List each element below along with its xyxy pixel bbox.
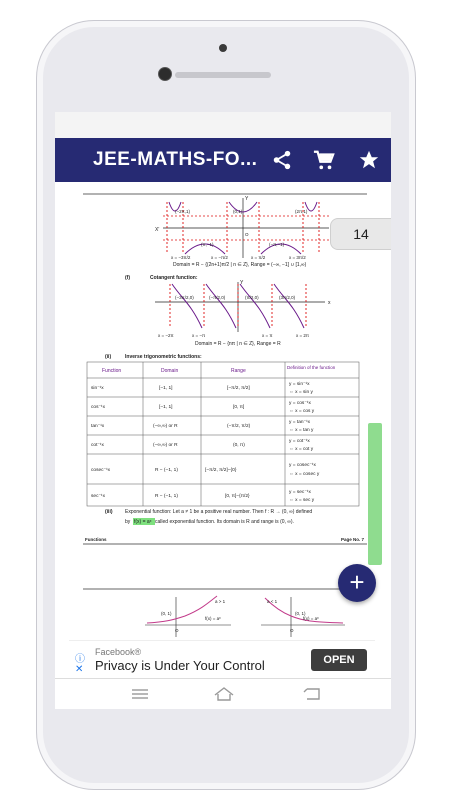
system-nav-bar (55, 678, 391, 709)
add-button[interactable] (338, 564, 376, 602)
page-number-badge (330, 218, 391, 250)
exponential-graph-a-lt-1 (261, 597, 345, 637)
share-icon[interactable] (271, 149, 293, 171)
graph2-label: (π/2,0) (245, 295, 259, 300)
table-cell: ⇔ x = sec y (289, 498, 315, 503)
table-cell: cot⁻¹x (91, 443, 104, 448)
graph1-x-label: x = π/2 (251, 255, 266, 260)
table-cell: y = cosec⁻¹x (289, 463, 316, 468)
home-icon[interactable] (213, 686, 235, 702)
ad-headline: Privacy is Under Your Control (95, 658, 265, 673)
graph2-label: (−3π/2,0) (175, 295, 194, 300)
section-iii-number: (iii) (105, 509, 113, 515)
section-f-title: Cotangent function: (150, 275, 198, 281)
table-cell: ⇔ x = cot y (289, 447, 314, 452)
svg-text:O: O (245, 232, 249, 237)
svg-text:O: O (290, 628, 294, 633)
table-cell: ⇔ x = tan y (289, 428, 314, 433)
star-icon[interactable] (358, 149, 380, 171)
scroll-thumb[interactable] (368, 423, 382, 565)
table-cell: (−π/2, π/2) (227, 424, 251, 429)
page-footer-right: Page No. 7 (341, 537, 365, 542)
back-icon[interactable] (303, 687, 321, 701)
table-cell: y = sin⁻¹x (289, 382, 310, 387)
table-cell: sin⁻¹x (91, 386, 104, 391)
graph2-label: (3π/2,0) (279, 295, 296, 300)
graph2-x-label: x = −2π (158, 333, 174, 338)
section-ii-title: Inverse trigonometric functions: (125, 354, 202, 360)
pdf-page-viewer[interactable] (55, 182, 391, 639)
highlighted-formula[interactable]: f(x) = aˣ (134, 519, 152, 525)
app-title: JEE-MATHS-FO... (93, 149, 258, 170)
section-iii-line2-start: by (125, 519, 131, 525)
ad-source: Facebook® (95, 647, 142, 657)
graph1-bottom-label: (π,−1) (201, 242, 214, 247)
graph1-top-label: (0,1) (233, 209, 243, 214)
table-cell: R − (−1, 1) (155, 468, 178, 473)
table-cell: sec⁻¹x (91, 494, 105, 499)
earpiece-speaker (175, 72, 271, 78)
table-cell: ⇔ x = cosec y (289, 472, 320, 477)
table-cell: y = tan⁻¹x (289, 420, 311, 425)
graph4-label: a < 1 (267, 599, 278, 604)
svg-text:O: O (175, 628, 179, 633)
secant-graph (155, 196, 335, 260)
recent-apps-icon[interactable] (131, 688, 149, 700)
graph2-caption: Domain = R − {nπ | n ∈ Z}, Range = R (195, 341, 281, 347)
table-header: Range (231, 368, 246, 374)
ad-banner[interactable] (69, 640, 375, 679)
graph1-caption: Domain = R − {(2n+1)π/2 | n ∈ Z}, Range = (−∞, −1] ∪ [1,∞) (173, 262, 307, 268)
table-cell: [0, π]−{π/2} (225, 494, 250, 499)
table-header: Function (102, 368, 122, 374)
front-sensor (219, 44, 227, 52)
graph1-x-label: x = −π/2 (211, 255, 228, 260)
graph2-x-label: x = π (262, 333, 273, 338)
table-cell: cosec⁻¹x (91, 468, 111, 473)
section-f-number: (f) (125, 275, 130, 281)
graph3-point: (0, 1) (161, 611, 172, 616)
table-cell: [−π/2, π/2]−{0} (205, 468, 237, 473)
table-cell: tan⁻¹x (91, 424, 105, 429)
table-header: Definition of the function (287, 365, 336, 370)
table-cell: ⇔ x = cos y (289, 409, 315, 414)
graph1-x-label: x = −3π/2 (171, 255, 191, 260)
table-cell: R − (−1, 1) (155, 494, 178, 499)
table-cell: (0, π) (233, 443, 245, 448)
table-cell: [−π/2, π/2] (227, 386, 250, 391)
graph4-fx: f(x) = aˣ (303, 616, 319, 621)
table-cell: y = sec⁻¹x (289, 490, 311, 495)
table-cell: [−1, 1] (159, 405, 173, 410)
graph4-point: (0, 1) (295, 611, 306, 616)
table-cell: (−∞,∞) or R (153, 424, 178, 429)
shopping-cart-icon[interactable] (313, 149, 335, 171)
graph3-fx: f(x) = aˣ (205, 616, 221, 621)
graph1-bottom-label: (−π,−1) (269, 242, 285, 247)
ad-open-button[interactable]: OPEN (311, 649, 367, 671)
graph3-label: a > 1 (215, 599, 226, 604)
svg-text:Y: Y (240, 280, 244, 286)
section-iii-line1: Exponential function: Let a ≠ 1 be a positive real number. Then f : R → (0, ∞) defined (125, 509, 313, 515)
page-footer-left: Functions (85, 537, 107, 542)
table-cell: [−1, 1] (159, 386, 173, 391)
section-ii-number: (ii) (105, 354, 112, 360)
exponential-graph-a-gt-1 (145, 596, 231, 637)
svg-text:Y: Y (245, 196, 249, 202)
graph1-x-label: x = 3π/2 (289, 255, 306, 260)
graph2-label: (−π/2,0) (209, 295, 226, 300)
graph1-top-label: (−2π,1) (175, 209, 190, 214)
table-cell: [0, π] (233, 405, 245, 410)
cotangent-graph (155, 280, 331, 338)
table-cell: y = cot⁻¹x (289, 439, 310, 444)
table-cell: ⇔ x = sin y (289, 390, 313, 395)
app-bar (55, 138, 391, 182)
svg-text:x: x (328, 300, 331, 306)
table-cell: y = cos⁻¹x (289, 401, 311, 406)
phone-screen (55, 112, 391, 709)
table-header: Domain (161, 368, 179, 374)
page-number: 14 (353, 226, 369, 242)
table-cell: cos⁻¹x (91, 405, 105, 410)
status-bar (55, 112, 391, 138)
inverse-trig-table (87, 362, 359, 506)
front-camera (158, 67, 172, 81)
graph2-x-label: x = 2π (296, 333, 309, 338)
section-iii-line2-end: called exponential function. Its domain is R and range is (0, ∞). (155, 519, 294, 525)
table-cell: (−∞,∞) or R (153, 443, 178, 448)
graph2-x-label: x = −π (192, 333, 206, 338)
pdf-page (55, 182, 391, 639)
svg-text:X': X' (155, 227, 160, 233)
ad-info-icon[interactable]: ⓘ ✕ (75, 654, 85, 675)
plus-icon: + (349, 567, 365, 597)
graph1-top-label: (2π,1) (295, 209, 308, 214)
